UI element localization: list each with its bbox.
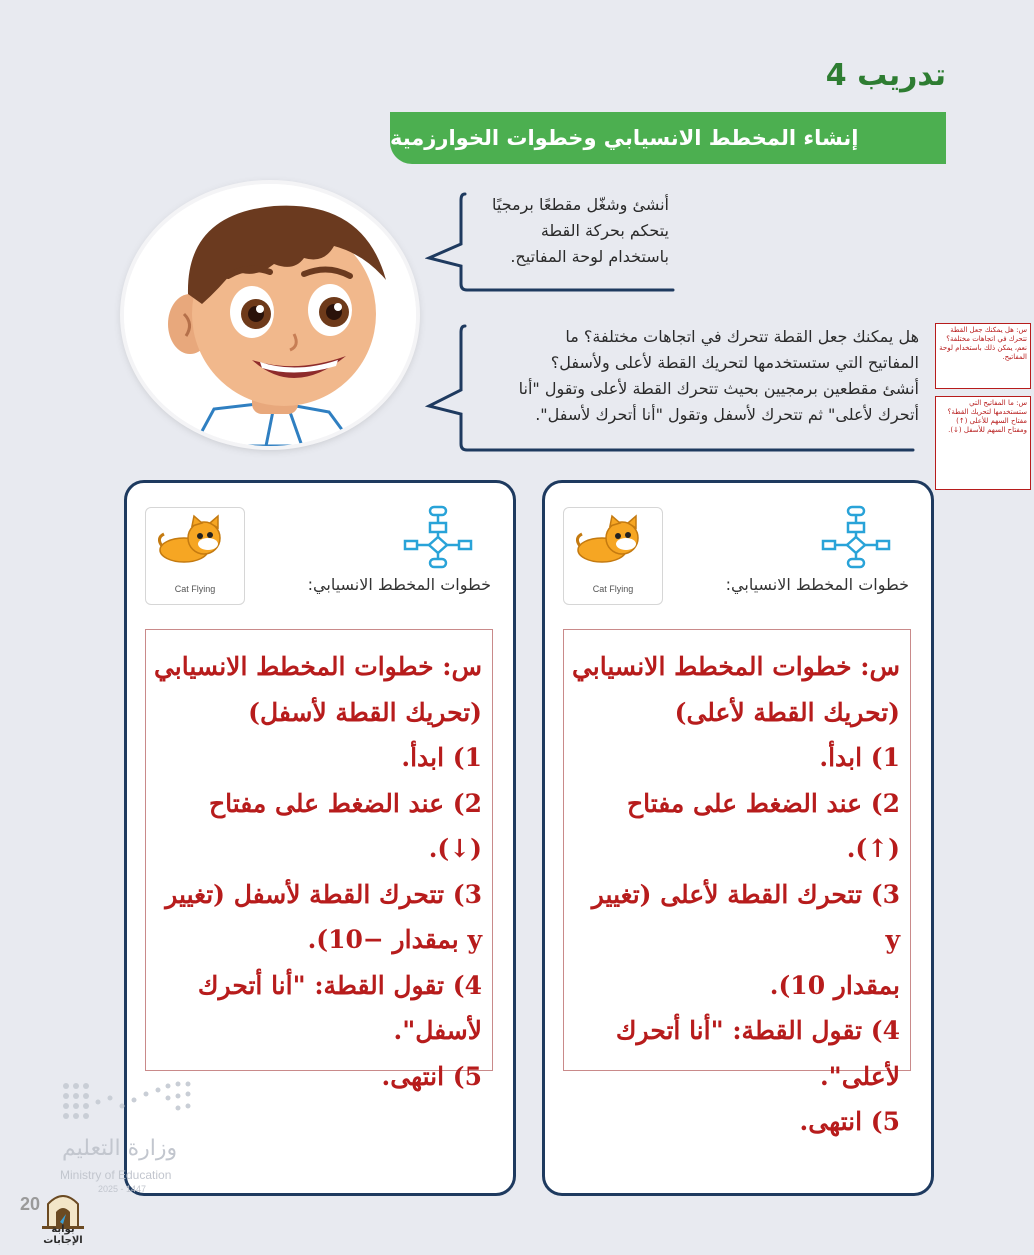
answer-line: 2) عند الضغط على مفتاح (↓). [208, 788, 482, 863]
sprite-thumbnail[interactable] [145, 507, 245, 605]
bubble-2-line: هل يمكنك جعل القطة تتحرك في اتجاهات مختلفة؟ ما [565, 327, 919, 346]
answer-line: 2) عند الضغط على مفتاح (↑). [626, 788, 900, 863]
scratch-cat-icon [158, 514, 232, 570]
ministry-years: 2025 - 1447 [98, 1184, 147, 1194]
boy-character-illustration [124, 184, 416, 446]
bubble-1-line: يتحكم بحركة القطة [540, 221, 669, 240]
bubble-2-line: المفاتيح التي ستستخدمها لتحريك القطة لأعلى ولأسفل؟ [550, 353, 919, 372]
bubble-2-line: أتحرك لأعلى" ثم تتحرك لأسفل وتقول "أنا أتحرك لأسفل". [535, 405, 919, 424]
flowchart-card-up [542, 480, 934, 1196]
side-answer-note-1: س: هل يمكنك جعل القطة تتحرك في اتجاهات مختلفة؟ نعم، يمكن ذلك باستخدام لوحة المفاتيح. [935, 323, 1031, 389]
speech-bubble-1 [425, 186, 687, 298]
flowchart-steps-label: خطوات المخطط الانسيابي: [725, 575, 909, 594]
scratch-cat-icon [576, 514, 650, 570]
bubble-1-text [449, 192, 669, 270]
sprite-thumbnail[interactable] [563, 507, 663, 605]
bubble-2-text [449, 324, 919, 428]
answer-line: س: خطوات المخطط الانسيابي [153, 652, 482, 681]
bubble-1-line: أنشئ وشغّل مقطعًا برمجيًا [492, 195, 669, 214]
answer-line: 1) ابدأ. [401, 743, 482, 772]
sprite-name: Cat Flying [174, 584, 216, 594]
exercise-title: تدريب 4 [825, 58, 946, 93]
answer-line: 3) تتحرك القطة لأسفل (تغيير [165, 879, 482, 909]
flowchart-steps-label: خطوات المخطط الانسيابي: [307, 575, 491, 594]
answer-line: 4) تقول القطة: "أنا أتحرك [615, 1016, 900, 1045]
ministry-name-ar: وزارة التعليم [62, 1136, 178, 1161]
bubble-1-line: باستخدام لوحة المفاتيح. [510, 247, 669, 266]
sprite-name: Cat Flying [592, 584, 634, 594]
answer-line: 1) ابدأ. [819, 743, 900, 772]
answer-line: (تحريك القطة لأسفل) [248, 697, 482, 727]
answer-line: بمقدار 10). [769, 970, 900, 1000]
ministry-logo [58, 1080, 208, 1198]
bubble-2-line: أنشئ مقطعين برمجيين بحيث تتحرك القطة لأعلى وتقول "أنا [518, 379, 919, 398]
banner-text: إنشاء المخطط الانسيابي وخطوات الخوارزمية [390, 126, 859, 150]
section-banner [390, 112, 946, 164]
handwritten-answer-up [563, 629, 911, 1136]
portal-label: بوابة الإجابات [43, 1224, 83, 1246]
answer-line: 5) انتهى. [381, 1061, 482, 1091]
page-number: 20 [20, 1194, 41, 1214]
boy-face-icon [124, 184, 416, 446]
answer-line: 3) تتحرك القطة لأعلى (تغيير y [591, 879, 900, 954]
handwritten-answer-down [145, 629, 493, 1091]
flowchart-icon [403, 505, 473, 569]
answer-line: y بمقدار −10). [307, 925, 482, 954]
answer-line: س: خطوات المخطط الانسيابي [571, 652, 900, 681]
ministry-dots-icon [58, 1080, 198, 1130]
answers-portal-logo[interactable] [30, 1186, 96, 1246]
answer-line: (تحريك القطة لأعلى) [674, 697, 900, 727]
answer-line: لأعلى". [819, 1061, 900, 1091]
flowchart-icon [821, 505, 891, 569]
side-answer-note-2: س: ما المفاتيح التي ستستخدمها لتحريك القطة؟ مفتاح السهم للأعلى (↑) ومفتاح السهم للأسفل (↓). [935, 396, 1031, 490]
ministry-name-en: Ministry of Education [60, 1168, 172, 1182]
speech-bubble-2 [425, 318, 935, 458]
answer-line: لأسفل". [393, 1016, 482, 1045]
answer-line: 4) تقول القطة: "أنا أتحرك [197, 970, 482, 1000]
answer-line: 5) انتهى. [799, 1107, 900, 1136]
